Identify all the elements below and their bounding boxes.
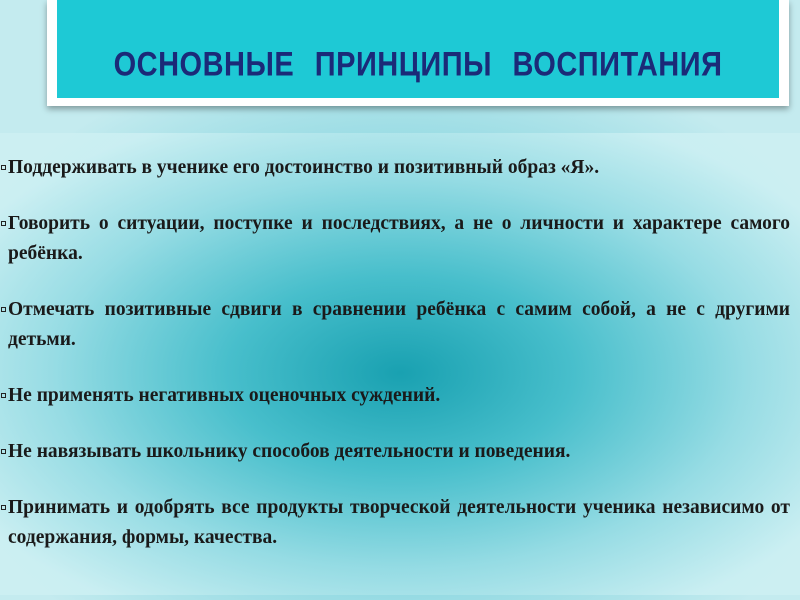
list-item-text: Не навязывать школьнику способов деятельности и поведения.: [8, 441, 571, 462]
list-item-text: Принимать и одобрять все продукты творческой деятельности ученика независимо от содержания, формы, качества.: [8, 497, 790, 548]
square-bullet-icon: [1, 221, 6, 226]
square-bullet-icon: [1, 449, 6, 454]
list-item: [0, 153, 790, 183]
list-item: [0, 209, 790, 269]
list-item: [0, 493, 790, 553]
list-item-text: Говорить о ситуации, поступке и последствиях, а не о личности и характере самого ребёнка.: [8, 213, 790, 264]
list-item: [0, 381, 790, 411]
list-item-text: Не применять негативных оценочных суждений.: [8, 385, 441, 406]
list-item: [0, 437, 790, 467]
slide-title: ОСНОВНЫЕ ПРИНЦИПЫ ВОСПИТАНИЯ: [113, 45, 723, 84]
square-bullet-icon: [1, 307, 6, 312]
square-bullet-icon: [1, 393, 6, 398]
list-item-text: Отмечать позитивные сдвиги в сравнении ребёнка с самим собой, а не с другими детьми.: [8, 299, 790, 350]
square-bullet-icon: [1, 165, 6, 170]
content-panel: [0, 133, 800, 595]
principles-list: [0, 143, 790, 553]
title-frame: [47, 0, 789, 106]
title-box: [57, 0, 779, 98]
list-item-text: Поддерживать в ученике его достоинство и позитивный образ «Я».: [8, 157, 600, 178]
list-item: [0, 295, 790, 355]
square-bullet-icon: [1, 505, 6, 510]
